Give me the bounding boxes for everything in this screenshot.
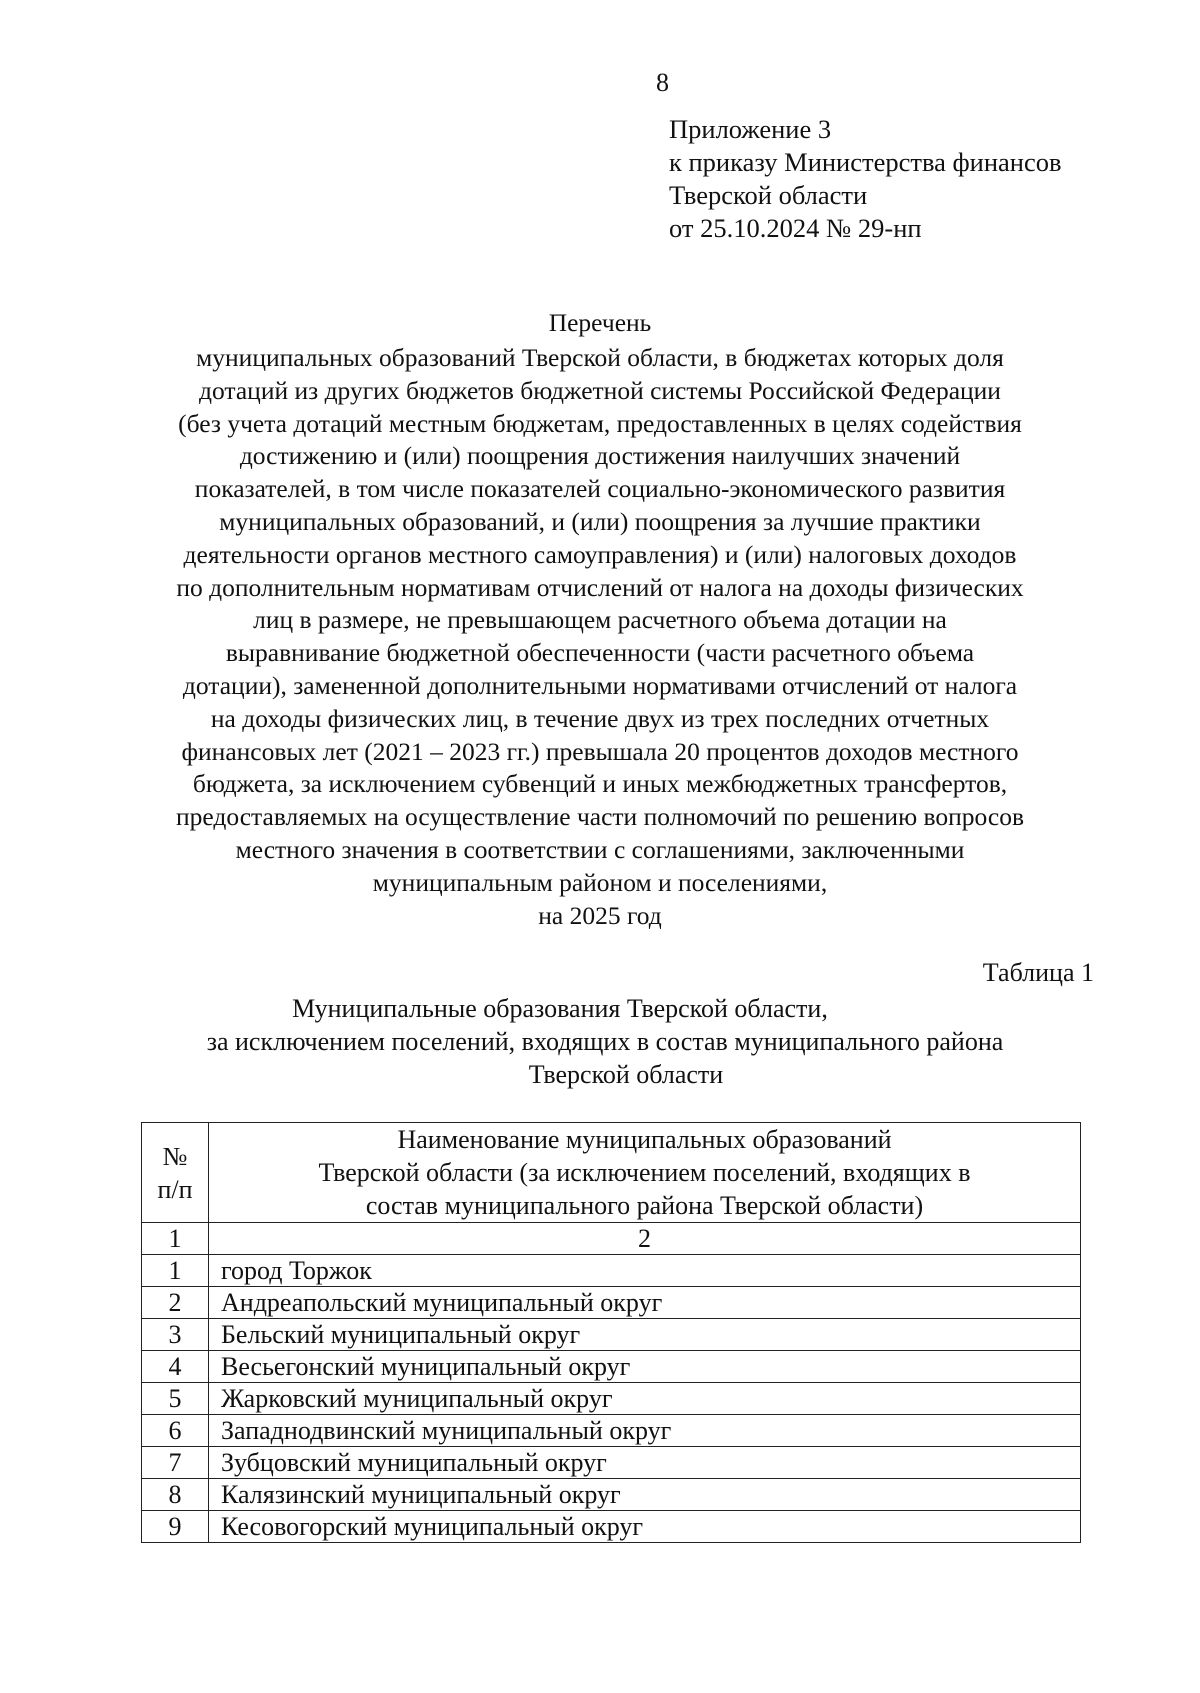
- list-description: [0, 342, 1200, 932]
- row-number: 2: [142, 1287, 209, 1319]
- list-line: на доходы физических лиц, в течение двух из трех последних отчетных: [210, 703, 990, 733]
- list-title: Перечень: [548, 308, 652, 337]
- header-number-abbr: п/п: [157, 1174, 193, 1204]
- table-label: Таблица 1: [982, 958, 1094, 987]
- table-header-row: [142, 1123, 1081, 1223]
- table-row: [142, 1383, 1081, 1415]
- appendix-line: Тверской области: [669, 180, 868, 210]
- list-line: местного значения в соответствии с соглашениями, заключенными: [235, 834, 965, 864]
- row-municipality-name: Андреапольский муниципальный округ: [209, 1287, 1081, 1319]
- row-number: 4: [142, 1351, 209, 1383]
- table-caption: [0, 992, 1200, 1091]
- appendix-line: от 25.10.2024 № 29-нп: [669, 213, 922, 243]
- column-index-2: 2: [209, 1223, 1081, 1255]
- list-line: дотаций из других бюджетов бюджетной системы Российской Федерации: [199, 375, 1001, 405]
- appendix-line: к приказу Министерства финансов: [669, 147, 1062, 177]
- table-row: [142, 1479, 1081, 1511]
- header-name-line: Тверской области (за исключением поселений, входящих в: [318, 1158, 971, 1187]
- municipalities-table: [141, 1122, 1081, 1543]
- list-line: муниципальных образований Тверской области, в бюджетах которых доля: [196, 343, 1004, 372]
- appendix-line: Приложение 3: [669, 114, 832, 144]
- header-name-line: Наименование муниципальных образований: [397, 1125, 892, 1154]
- table-row: [142, 1511, 1081, 1543]
- column-index-row: [142, 1223, 1081, 1255]
- appendix-header: [669, 113, 1062, 245]
- row-municipality-name: Бельский муниципальный округ: [209, 1319, 1081, 1351]
- row-municipality-name: Зубцовский муниципальный округ: [209, 1447, 1081, 1479]
- list-line: показателей, в том числе показателей социально-экономического развития: [194, 474, 1006, 504]
- caption-line: Тверской области: [528, 1060, 724, 1089]
- list-line: выравнивание бюджетной обеспеченности (части расчетного объема: [225, 638, 975, 668]
- header-name-cell: [209, 1123, 1081, 1223]
- caption-line: за исключением поселений, входящих в состав муниципального района: [206, 1027, 1004, 1056]
- list-line: лиц в размере, не превышающем расчетного объема дотации на: [253, 605, 947, 635]
- row-number: 8: [142, 1479, 209, 1511]
- row-municipality-name: Жарковский муниципальный округ: [209, 1383, 1081, 1415]
- list-line: на 2025 год: [538, 900, 662, 930]
- header-name-line: состав муниципального района Тверской области): [365, 1191, 924, 1220]
- row-number: 7: [142, 1447, 209, 1479]
- row-municipality-name: Калязинский муниципальный округ: [209, 1479, 1081, 1511]
- list-line: деятельности органов местного самоуправления) и (или) налоговых доходов: [183, 539, 1017, 569]
- header-number-symbol: №: [162, 1141, 188, 1171]
- list-line: финансовых лет (2021 – 2023 гг.) превышала 20 процентов доходов местного: [181, 736, 1019, 766]
- table-row: [142, 1351, 1081, 1383]
- row-number: 5: [142, 1383, 209, 1415]
- list-line: дотации), замененной дополнительными нормативами отчислений от налога: [182, 670, 1018, 700]
- page-number: 8: [656, 68, 669, 97]
- row-number: 6: [142, 1415, 209, 1447]
- row-municipality-name: Кесовогорский муниципальный округ: [209, 1511, 1081, 1543]
- row-number: 9: [142, 1511, 209, 1543]
- caption-line: Муниципальные образования Тверской области,: [292, 994, 828, 1023]
- row-number: 1: [142, 1255, 209, 1287]
- row-number: 3: [142, 1319, 209, 1351]
- table-row: [142, 1447, 1081, 1479]
- row-municipality-name: Весьегонский муниципальный округ: [209, 1351, 1081, 1383]
- list-line: предоставляемых на осуществление части полномочий по решению вопросов: [176, 802, 1024, 832]
- header-number-cell: [142, 1123, 209, 1223]
- row-municipality-name: город Торжок: [209, 1255, 1081, 1287]
- list-line: по дополнительным нормативам отчислений от налога на доходы физических: [176, 572, 1024, 602]
- table-row: [142, 1255, 1081, 1287]
- list-line: муниципальных образований, и (или) поощрения за лучшие практики: [219, 506, 981, 536]
- list-line: достижению и (или) поощрения достижения наилучших значений: [239, 441, 961, 471]
- list-line: (без учета дотаций местным бюджетам, предоставленных в целях содействия: [178, 408, 1022, 438]
- table-row: [142, 1287, 1081, 1319]
- list-line: бюджета, за исключением субвенций и иных межбюджетных трансфертов,: [192, 769, 1008, 799]
- table-row: [142, 1415, 1081, 1447]
- row-municipality-name: Западнодвинский муниципальный округ: [209, 1415, 1081, 1447]
- column-index-1: 1: [142, 1223, 209, 1255]
- table-row: [142, 1319, 1081, 1351]
- list-line: муниципальным районом и поселениями,: [372, 867, 828, 897]
